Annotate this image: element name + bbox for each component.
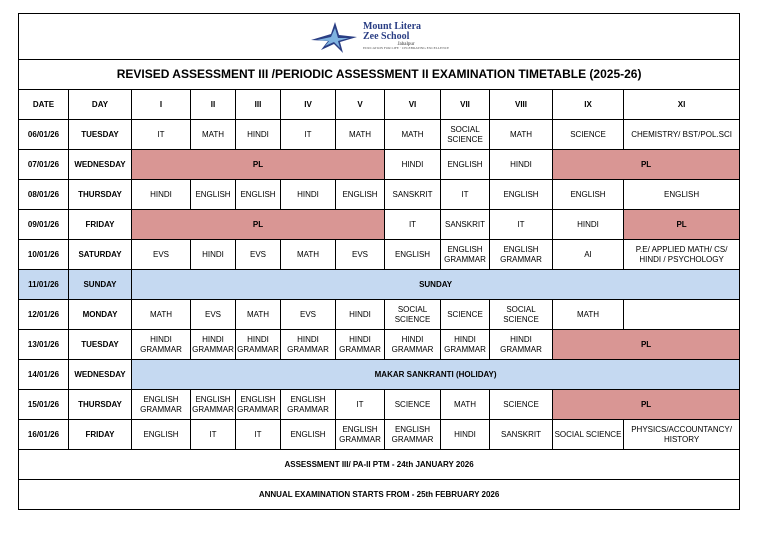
day-cell: FRIDAY bbox=[69, 420, 132, 450]
subject-cell: MATH bbox=[236, 300, 281, 330]
table-row bbox=[19, 150, 740, 180]
subject-cell: SCIENCE bbox=[385, 390, 441, 420]
subject-cell: EVS bbox=[336, 240, 385, 270]
subject-cell: HINDI bbox=[132, 180, 191, 210]
pl-cell: PL bbox=[553, 150, 740, 180]
subject-cell: MATH bbox=[191, 120, 236, 150]
annual-exam-note: ANNUAL EXAMINATION STARTS FROM - 25th FEBRUARY 2026 bbox=[19, 480, 740, 510]
subject-cell: MATH bbox=[553, 300, 624, 330]
subject-cell: MATH bbox=[490, 120, 553, 150]
header-class-ix: IX bbox=[553, 90, 624, 120]
subject-cell: MATH bbox=[132, 300, 191, 330]
header-class-vii: VII bbox=[441, 90, 490, 120]
subject-cell: SANSKRIT bbox=[385, 180, 441, 210]
subject-cell: MATH bbox=[385, 120, 441, 150]
pl-cell: PL bbox=[624, 210, 740, 240]
subject-cell: HINDI bbox=[336, 300, 385, 330]
subject-cell: HINDI bbox=[236, 120, 281, 150]
table-row bbox=[19, 270, 740, 300]
subject-cell: IT bbox=[490, 210, 553, 240]
header-class-vi: VI bbox=[385, 90, 441, 120]
subject-cell: ENGLISH bbox=[490, 180, 553, 210]
subject-cell: ENGLISH GRAMMAR bbox=[385, 420, 441, 450]
subject-cell: SCIENCE bbox=[553, 120, 624, 150]
date-cell: 07/01/26 bbox=[19, 150, 69, 180]
day-cell: SUNDAY bbox=[69, 270, 132, 300]
subject-cell: SOCIAL SCIENCE bbox=[490, 300, 553, 330]
school-logo-cell bbox=[19, 14, 740, 60]
pl-cell: PL bbox=[132, 150, 385, 180]
subject-cell: HINDI GRAMMAR bbox=[191, 330, 236, 360]
day-cell: MONDAY bbox=[69, 300, 132, 330]
subject-cell: AI bbox=[553, 240, 624, 270]
header-date: DATE bbox=[19, 90, 69, 120]
pl-cell: PL bbox=[553, 330, 740, 360]
header-class-iv: IV bbox=[281, 90, 336, 120]
header-class-xi: XI bbox=[624, 90, 740, 120]
day-cell: WEDNESDAY bbox=[69, 150, 132, 180]
subject-cell: ENGLISH bbox=[624, 180, 740, 210]
subject-cell: ENGLISH bbox=[336, 180, 385, 210]
header-day: DAY bbox=[69, 90, 132, 120]
day-cell: WEDNESDAY bbox=[69, 360, 132, 390]
subject-cell: ENGLISH bbox=[191, 180, 236, 210]
subject-cell: HINDI GRAMMAR bbox=[336, 330, 385, 360]
day-cell: SATURDAY bbox=[69, 240, 132, 270]
subject-cell: ENGLISH GRAMMAR bbox=[236, 390, 281, 420]
day-cell: TUESDAY bbox=[69, 330, 132, 360]
subject-cell: CHEMISTRY/ BST/POL.SCI bbox=[624, 120, 740, 150]
subject-cell: ENGLISH GRAMMAR bbox=[336, 420, 385, 450]
header-class-viii: VIII bbox=[490, 90, 553, 120]
holiday-cell: SUNDAY bbox=[132, 270, 740, 300]
subject-cell: ENGLISH GRAMMAR bbox=[132, 390, 191, 420]
subject-cell: IT bbox=[336, 390, 385, 420]
subject-cell: ENGLISH GRAMMAR bbox=[490, 240, 553, 270]
day-cell: THURSDAY bbox=[69, 390, 132, 420]
subject-cell: PHYSICS/ACCOUNTANCY/ HISTORY bbox=[624, 420, 740, 450]
subject-cell bbox=[624, 300, 740, 330]
school-tagline: EDUCATION FOR LIFE · CELEBRATING EXCELLENCE bbox=[362, 46, 450, 51]
school-name-line1: Mount Litera bbox=[362, 21, 422, 33]
subject-cell: IT bbox=[281, 120, 336, 150]
subject-cell: ENGLISH bbox=[385, 240, 441, 270]
table-row bbox=[19, 360, 740, 390]
subject-cell: ENGLISH bbox=[441, 150, 490, 180]
subject-cell: ENGLISH GRAMMAR bbox=[281, 390, 336, 420]
timetable-sheet bbox=[18, 13, 739, 510]
header-class-iii: III bbox=[236, 90, 281, 120]
subject-cell: IT bbox=[385, 210, 441, 240]
date-cell: 15/01/26 bbox=[19, 390, 69, 420]
date-cell: 08/01/26 bbox=[19, 180, 69, 210]
subject-cell: HINDI bbox=[281, 180, 336, 210]
table-row bbox=[19, 300, 740, 330]
header-class-ii: II bbox=[191, 90, 236, 120]
school-name-line2: Zee School bbox=[362, 31, 410, 43]
table-row bbox=[19, 180, 740, 210]
day-cell: THURSDAY bbox=[69, 180, 132, 210]
subject-cell: SOCIAL SCIENCE bbox=[385, 300, 441, 330]
ptm-note: ASSESSMENT III/ PA-II PTM - 24th JANUARY 2026 bbox=[19, 450, 740, 480]
date-cell: 16/01/26 bbox=[19, 420, 69, 450]
subject-cell: HINDI bbox=[385, 150, 441, 180]
pl-cell: PL bbox=[132, 210, 385, 240]
subject-cell: SOCIAL SCIENCE bbox=[553, 420, 624, 450]
subject-cell: SANSKRIT bbox=[441, 210, 490, 240]
day-cell: FRIDAY bbox=[69, 210, 132, 240]
date-cell: 10/01/26 bbox=[19, 240, 69, 270]
subject-cell: HINDI GRAMMAR bbox=[132, 330, 191, 360]
subject-cell: HINDI GRAMMAR bbox=[236, 330, 281, 360]
header-class-v: V bbox=[336, 90, 385, 120]
subject-cell: MATH bbox=[336, 120, 385, 150]
table-row bbox=[19, 120, 740, 150]
subject-cell: ENGLISH bbox=[236, 180, 281, 210]
subject-cell: IT bbox=[441, 180, 490, 210]
table-row bbox=[19, 390, 740, 420]
subject-cell: HINDI GRAMMAR bbox=[385, 330, 441, 360]
date-cell: 13/01/26 bbox=[19, 330, 69, 360]
day-cell: TUESDAY bbox=[69, 120, 132, 150]
subject-cell: IT bbox=[236, 420, 281, 450]
date-cell: 14/01/26 bbox=[19, 360, 69, 390]
subject-cell: EVS bbox=[191, 300, 236, 330]
table-row bbox=[19, 330, 740, 360]
header-row bbox=[19, 90, 740, 120]
subject-cell: HINDI GRAMMAR bbox=[490, 330, 553, 360]
table-row bbox=[19, 210, 740, 240]
table-row bbox=[19, 420, 740, 450]
subject-cell: ENGLISH bbox=[553, 180, 624, 210]
subject-cell: HINDI GRAMMAR bbox=[281, 330, 336, 360]
subject-cell: ENGLISH bbox=[281, 420, 336, 450]
timetable-title: REVISED ASSESSMENT III /PERIODIC ASSESSMENT II EXAMINATION TIMETABLE (2025-26) bbox=[19, 60, 740, 90]
subject-cell: HINDI GRAMMAR bbox=[441, 330, 490, 360]
date-cell: 12/01/26 bbox=[19, 300, 69, 330]
subject-cell: ENGLISH GRAMMAR bbox=[441, 240, 490, 270]
subject-cell: SANSKRIT bbox=[490, 420, 553, 450]
subject-cell: IT bbox=[191, 420, 236, 450]
subject-cell: HINDI bbox=[441, 420, 490, 450]
subject-cell: EVS bbox=[132, 240, 191, 270]
school-logo-icon bbox=[309, 20, 359, 54]
subject-cell: EVS bbox=[236, 240, 281, 270]
subject-cell: HINDI bbox=[490, 150, 553, 180]
subject-cell: EVS bbox=[281, 300, 336, 330]
date-cell: 11/01/26 bbox=[19, 270, 69, 300]
subject-cell: SOCIAL SCIENCE bbox=[441, 120, 490, 150]
date-cell: 09/01/26 bbox=[19, 210, 69, 240]
subject-cell: ENGLISH bbox=[132, 420, 191, 450]
subject-cell: IT bbox=[132, 120, 191, 150]
subject-cell: SCIENCE bbox=[490, 390, 553, 420]
pl-cell: PL bbox=[553, 390, 740, 420]
subject-cell: P.E/ APPLIED MATH/ CS/ HINDI / PSYCHOLOGY bbox=[624, 240, 740, 270]
subject-cell: MATH bbox=[441, 390, 490, 420]
holiday-cell: MAKAR SANKRANTI (HOLIDAY) bbox=[132, 360, 740, 390]
header-class-i: I bbox=[132, 90, 191, 120]
table-row bbox=[19, 240, 740, 270]
date-cell: 06/01/26 bbox=[19, 120, 69, 150]
subject-cell: HINDI bbox=[191, 240, 236, 270]
subject-cell: SCIENCE bbox=[441, 300, 490, 330]
subject-cell: ENGLISH GRAMMAR bbox=[191, 390, 236, 420]
subject-cell: MATH bbox=[281, 240, 336, 270]
timetable bbox=[18, 13, 740, 510]
subject-cell: HINDI bbox=[553, 210, 624, 240]
school-city: Jabalpur bbox=[397, 42, 415, 48]
